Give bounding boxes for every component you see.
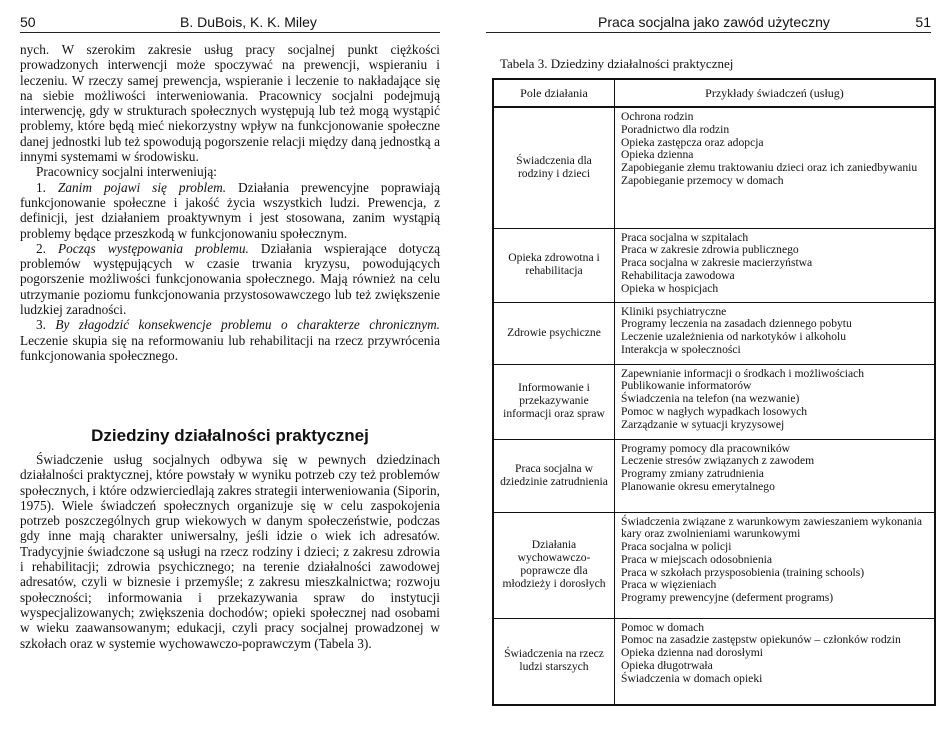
example-item: Programy zmiany zatrudnienia [621,467,764,481]
example-item: Świadczenia na telefon (na wezwanie) [621,392,800,406]
field-cell: Świadczenia dla rodziny i dzieci [493,107,615,228]
example-item: Pomoc w nagłych wypadkach losowych [621,404,808,418]
examples-cell [615,618,936,705]
example-item: Świadczenia w domach opieki [621,671,763,685]
field-cell: Opieka zdrowotna i rehabilitacja [493,228,615,302]
field-cell: Informowanie i przekazywanie informacji oraz spraw [493,364,615,439]
table-caption: Tabela 3. Dziedziny działalności praktycznej [500,56,734,71]
table-row [493,512,935,618]
example-item: Leczenie stresów związanych z zawodem [621,454,815,468]
table-row [493,302,935,364]
right-page [474,0,950,736]
page-number-left: 50 [20,14,36,30]
example-item: Opieka długotrwała [621,658,713,672]
example-item: Programy pomocy dla pracowników [621,441,791,455]
paragraph-practice-fields: Świadczenie usług socjalnych odbywa się w pewnych dziedzinach działalności praktycznej, które powstały w wyniku potrzeb czy też problemów społecznych, i które odzwierciedlają zakres strategii interweniowania (Siporin, 1975). Wiele świadczeń społecznych organizuje się w celu zaspokojenia potrzeb poszczególnych grup wiekowych w danym społeczeństwie, podczas gdy inne mają charakter uniwersalny, jeśli idzie o wiek ich adresatów. Tradycyjnie świadczone są usługi na rzecz rodziny i dzieci; z zakresu zdrowia i rehabilitacji; zdrowia psychicznego; na terenie działalności zawodowej adresatów, czyli w biznesie i przemyśle; z zakresu mieszkalnictwa; rozwoju społeczności; informowania i przekazywania spraw do instytucji wyspecjalizowanych; zwiększenia dochodów; opieki społecznej nad osobami w wieku zaawansowanym; edukacji, czyli pracy socjalnej prowadzonej w szkołach oraz w systemie wychowawczo-poprawczym (Tabela 3). [20,452,440,651]
example-item: Pomoc w domach [621,620,705,634]
example-item: Programy leczenia na zasadach dziennego pobytu [621,317,852,331]
list-item-title: Począs występowania problemu. [58,240,249,256]
example-item: Leczenie uzależnienia od narkotyków i alkoholu [621,330,847,344]
running-head-authors: B. DuBois, K. K. Miley [180,14,317,30]
paragraph-interventions-lead: Pracownicy socjalni interweniują: [36,164,217,180]
right-running-head [486,14,931,33]
example-item: Praca w zakresie zdrowia publicznego [621,243,799,257]
column-header-examples: Przykłady świadczeń (usług) [615,79,936,107]
example-item: Kliniki psychiatryczne [621,304,727,318]
table-body [493,107,935,705]
example-item: Świadczenia związane z warunkowym zawieszaniem wykonania kary oraz zwolnieniami warunkowymi [621,514,922,541]
examples-cell [615,302,936,364]
example-item: Interakcja w społeczności [621,342,741,356]
table-row [493,228,935,302]
list-item-number: 2. [36,240,46,256]
example-item: Zapewnianie informacji o środkach i możliwościach [621,366,865,380]
example-item: Opieka w hospicjach [621,281,719,295]
running-head-title: Praca socjalna jako zawód użyteczny [598,14,830,30]
table-row [493,618,935,705]
list-item-text: Działania prewencyjne poprawiają funkcjonowanie społeczne i jakość życia wszystkich ludzi. Prewencja, z definicji, jest działaniem proaktywnym i jest stosowana, zanim wystąpią problemy będące przeszkodą w funkcjonowaniu społecznym. [20,179,440,241]
example-item: Praca socjalna w zakresie macierzyństwa [621,256,813,270]
list-item-text: Leczenie skupia się na reformowaniu lub rehabilitacji na rzecz przywrócenia funkcjonowania społecznego. [20,332,440,363]
left-page [0,0,470,736]
example-item: Praca socjalna w szpitalach [621,230,749,244]
example-item: Rehabilitacja zawodowa [621,268,735,282]
list-item-number: 1. [36,179,46,195]
list-item-treatment [20,317,440,363]
example-item: Programy prewencyjne (deferment programs) [621,591,834,605]
examples-cell [615,364,936,439]
example-item: Pomoc na zasadzie zastępstw opiekunów – członków rodzin [621,633,901,647]
left-running-head [20,14,440,33]
field-cell: Zdrowie psychiczne [493,302,615,364]
examples-cell [615,439,936,512]
list-item-text: Działania wspierające dotyczą problemów występujących w czasie trwania kryzysu, powodujących pogorszenie możliwości funkcjonowania społecznego. Mają również na celu utrzymanie poziomu funkcjonowania przystosowawczego lub też zwiększenie ludzkiej zaradności. [20,240,441,318]
practice-fields-table [492,78,936,706]
example-item: Ochrona rodzin [621,110,694,123]
table-row [493,439,935,512]
left-body-top [20,42,440,363]
example-item: Praca w miejscach odosobnienia [621,552,772,566]
table-header-row [493,79,935,107]
paragraph-intro: nych. W szerokim zakresie usług pracy socjalnej punkt ciężkości prowadzonych interwencji może spoczywać na prewencji, wspieraniu i leczeniu. W rzeczy samej prewencja, wspieranie i leczenie to nakładające się na siebie możliwości interweniowania. Pracownicy socjalni podejmują interwencję, gdy w strukturach społecznych występują lub też mogą wystąpić problemy, które będą mieć niekorzystny wpływ na funkcjonowanie społeczne danej jednostki lub też spowodują pogorszenie relacji między daną jednostką a innymi systemami w środowisku. [20,42,440,165]
example-item: Planowanie okresu emerytalnego [621,479,775,493]
example-item: Zapobieganie złemu traktowaniu dzieci oraz ich zaniedbywaniu [621,161,918,175]
page-number-right: 51 [915,14,931,30]
example-item: Praca socjalna w policji [621,540,732,554]
column-header-field: Pole działania [493,79,615,107]
table-row [493,107,935,228]
example-item: Zarządzanie w sytuacji kryzysowej [621,417,785,431]
list-item-title: Zanim pojawi się problem. [57,179,227,195]
example-item: Poradnictwo dla rodzin [621,122,730,136]
list-item-support [20,241,440,317]
example-item: Opieka dzienna nad dorosłymi [621,646,763,660]
example-item: Zapobieganie przemocy w domach [621,173,784,187]
examples-cell [615,228,936,302]
field-cell: Świadczenia na rzecz ludzi starszych [493,618,615,705]
list-item-prevention [20,180,440,241]
section-heading: Dziedziny działalności praktycznej [91,426,369,445]
examples-cell [615,512,936,618]
example-item: Opieka dzienna [621,148,694,162]
list-item-title: By złagodzić konsekwencje problemu o charakterze chronicznym. [55,317,441,333]
left-body-bottom [20,452,440,651]
example-item: Publikowanie informatorów [621,379,752,393]
field-cell: Działania wychowawczo-poprawcze dla młodzieży i dorosłych [493,512,615,618]
example-item: Praca w szkołach przysposobienia (training schools) [621,565,865,579]
example-item: Opieka zastępcza oraz adopcja [621,135,764,149]
example-item: Praca w więzieniach [621,578,717,592]
list-item-number: 3. [36,317,46,333]
field-cell: Praca socjalna w dziedzinie zatrudnienia [493,439,615,512]
examples-cell [615,107,936,228]
table-row [493,364,935,439]
